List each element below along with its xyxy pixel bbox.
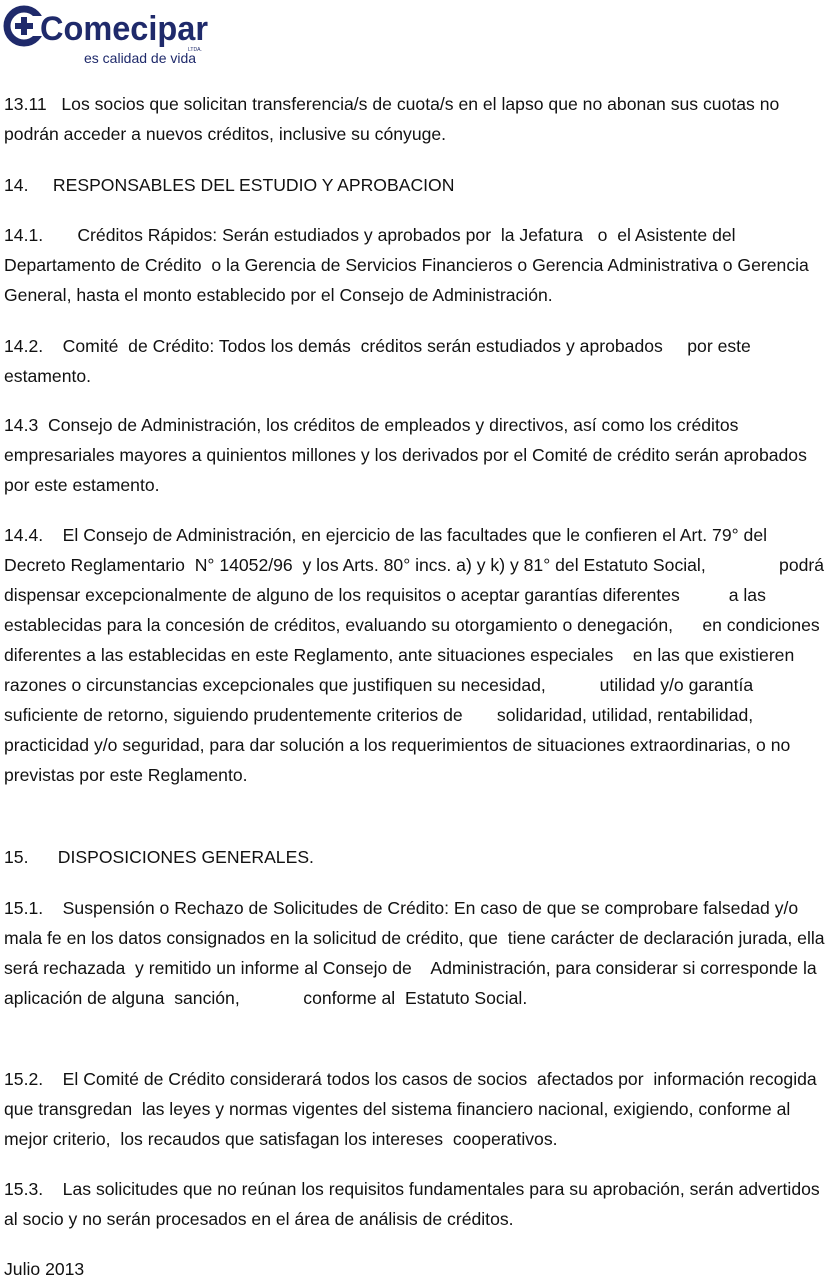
paragraph-15-1: 15.1. Suspensión o Rechazo de Solicitudes de Crédito: En caso de que se comprobare falsedad y/o mala fe en los datos consignados en la solicitud de crédito, que tiene carácter de declaración jurada, ella será rechazada y remitido un informe al Consejo de Administración, para considerar si corresponde la aplicación de alguna sanción, conforme al Estatuto Social.: [4, 898, 830, 1008]
paragraph-14-1: 14.1. Créditos Rápidos: Serán estudiados y aprobados por la Jefatura o el Asistente del Departamento de Crédito o la Gerencia de Servicios Financieros o Gerencia Administrativa o Gerencia General, hasta el monto establecido por el Consejo de Administración.: [4, 225, 814, 305]
footer-date: Julio 2013: [4, 1259, 85, 1279]
company-logo: [2, 4, 212, 66]
paragraph-13-11: 13.11 Los socios que solicitan transferencia/s de cuota/s en el lapso que no abonan sus cuotas no podrán acceder a nuevos créditos, inclusive su cónyuge.: [4, 94, 785, 144]
comecipar-logo-graphic: [2, 4, 212, 66]
paragraph-14-4: 14.4. El Consejo de Administración, en ejercicio de las facultades que le confieren el Art. 79° del Decreto Reglamentario N° 14052/96 y los Arts. 80° incs. a) y k) y 81° del Estatuto Social, podrá dispensar excepcionalmente de alguno de los requisitos o aceptar garantías diferentes a las establecidas para la concesión de créditos, evaluando su otorgamiento o denegación, en condiciones diferentes a las establecidas en este Reglamento, ante situaciones especiales en las que existieren razones o circunstancias excepcionales que justifiquen su necesidad, utilidad y/o garantía suficiente de retorno, siguiendo prudentemente criterios de solidaridad, utilidad, rentabilidad, practicidad y/o seguridad, para dar solución a los requerimientos de situaciones extraordinarias, o no previstas por este Reglamento.: [4, 525, 829, 785]
logo-tagline: es calidad de vida: [84, 50, 197, 66]
paragraph-15-2: 15.2. El Comité de Crédito considerará todos los casos de socios afectados por información recogida que transgredan las leyes y normas vigentes del sistema financiero nacional, exigiendo, conforme al mejor criterio, los recaudos que satisfagan los intereses cooperativos.: [4, 1069, 827, 1149]
heading-15: 15. DISPOSICIONES GENERALES.: [4, 847, 314, 867]
paragraph-14-3: 14.3 Consejo de Administración, los créditos de empleados y directivos, así como los créditos empresariales mayores a quinientos millones y los derivados por el Comité de crédito serán aprobados por este estamento.: [4, 415, 812, 495]
logo-wordmark: Comecipar: [40, 10, 208, 48]
heading-14: 14. RESPONSABLES DEL ESTUDIO Y APROBACION: [4, 175, 455, 195]
paragraph-14-2: 14.2. Comité de Crédito: Todos los demás créditos serán estudiados y aprobados por este estamento.: [4, 336, 756, 386]
logo-ltda: LTDA.: [188, 47, 202, 53]
paragraph-15-3: 15.3. Las solicitudes que no reúnan los requisitos fundamentales para su aprobación, serán advertidos al socio y no serán procesados en el área de análisis de créditos.: [4, 1179, 825, 1229]
